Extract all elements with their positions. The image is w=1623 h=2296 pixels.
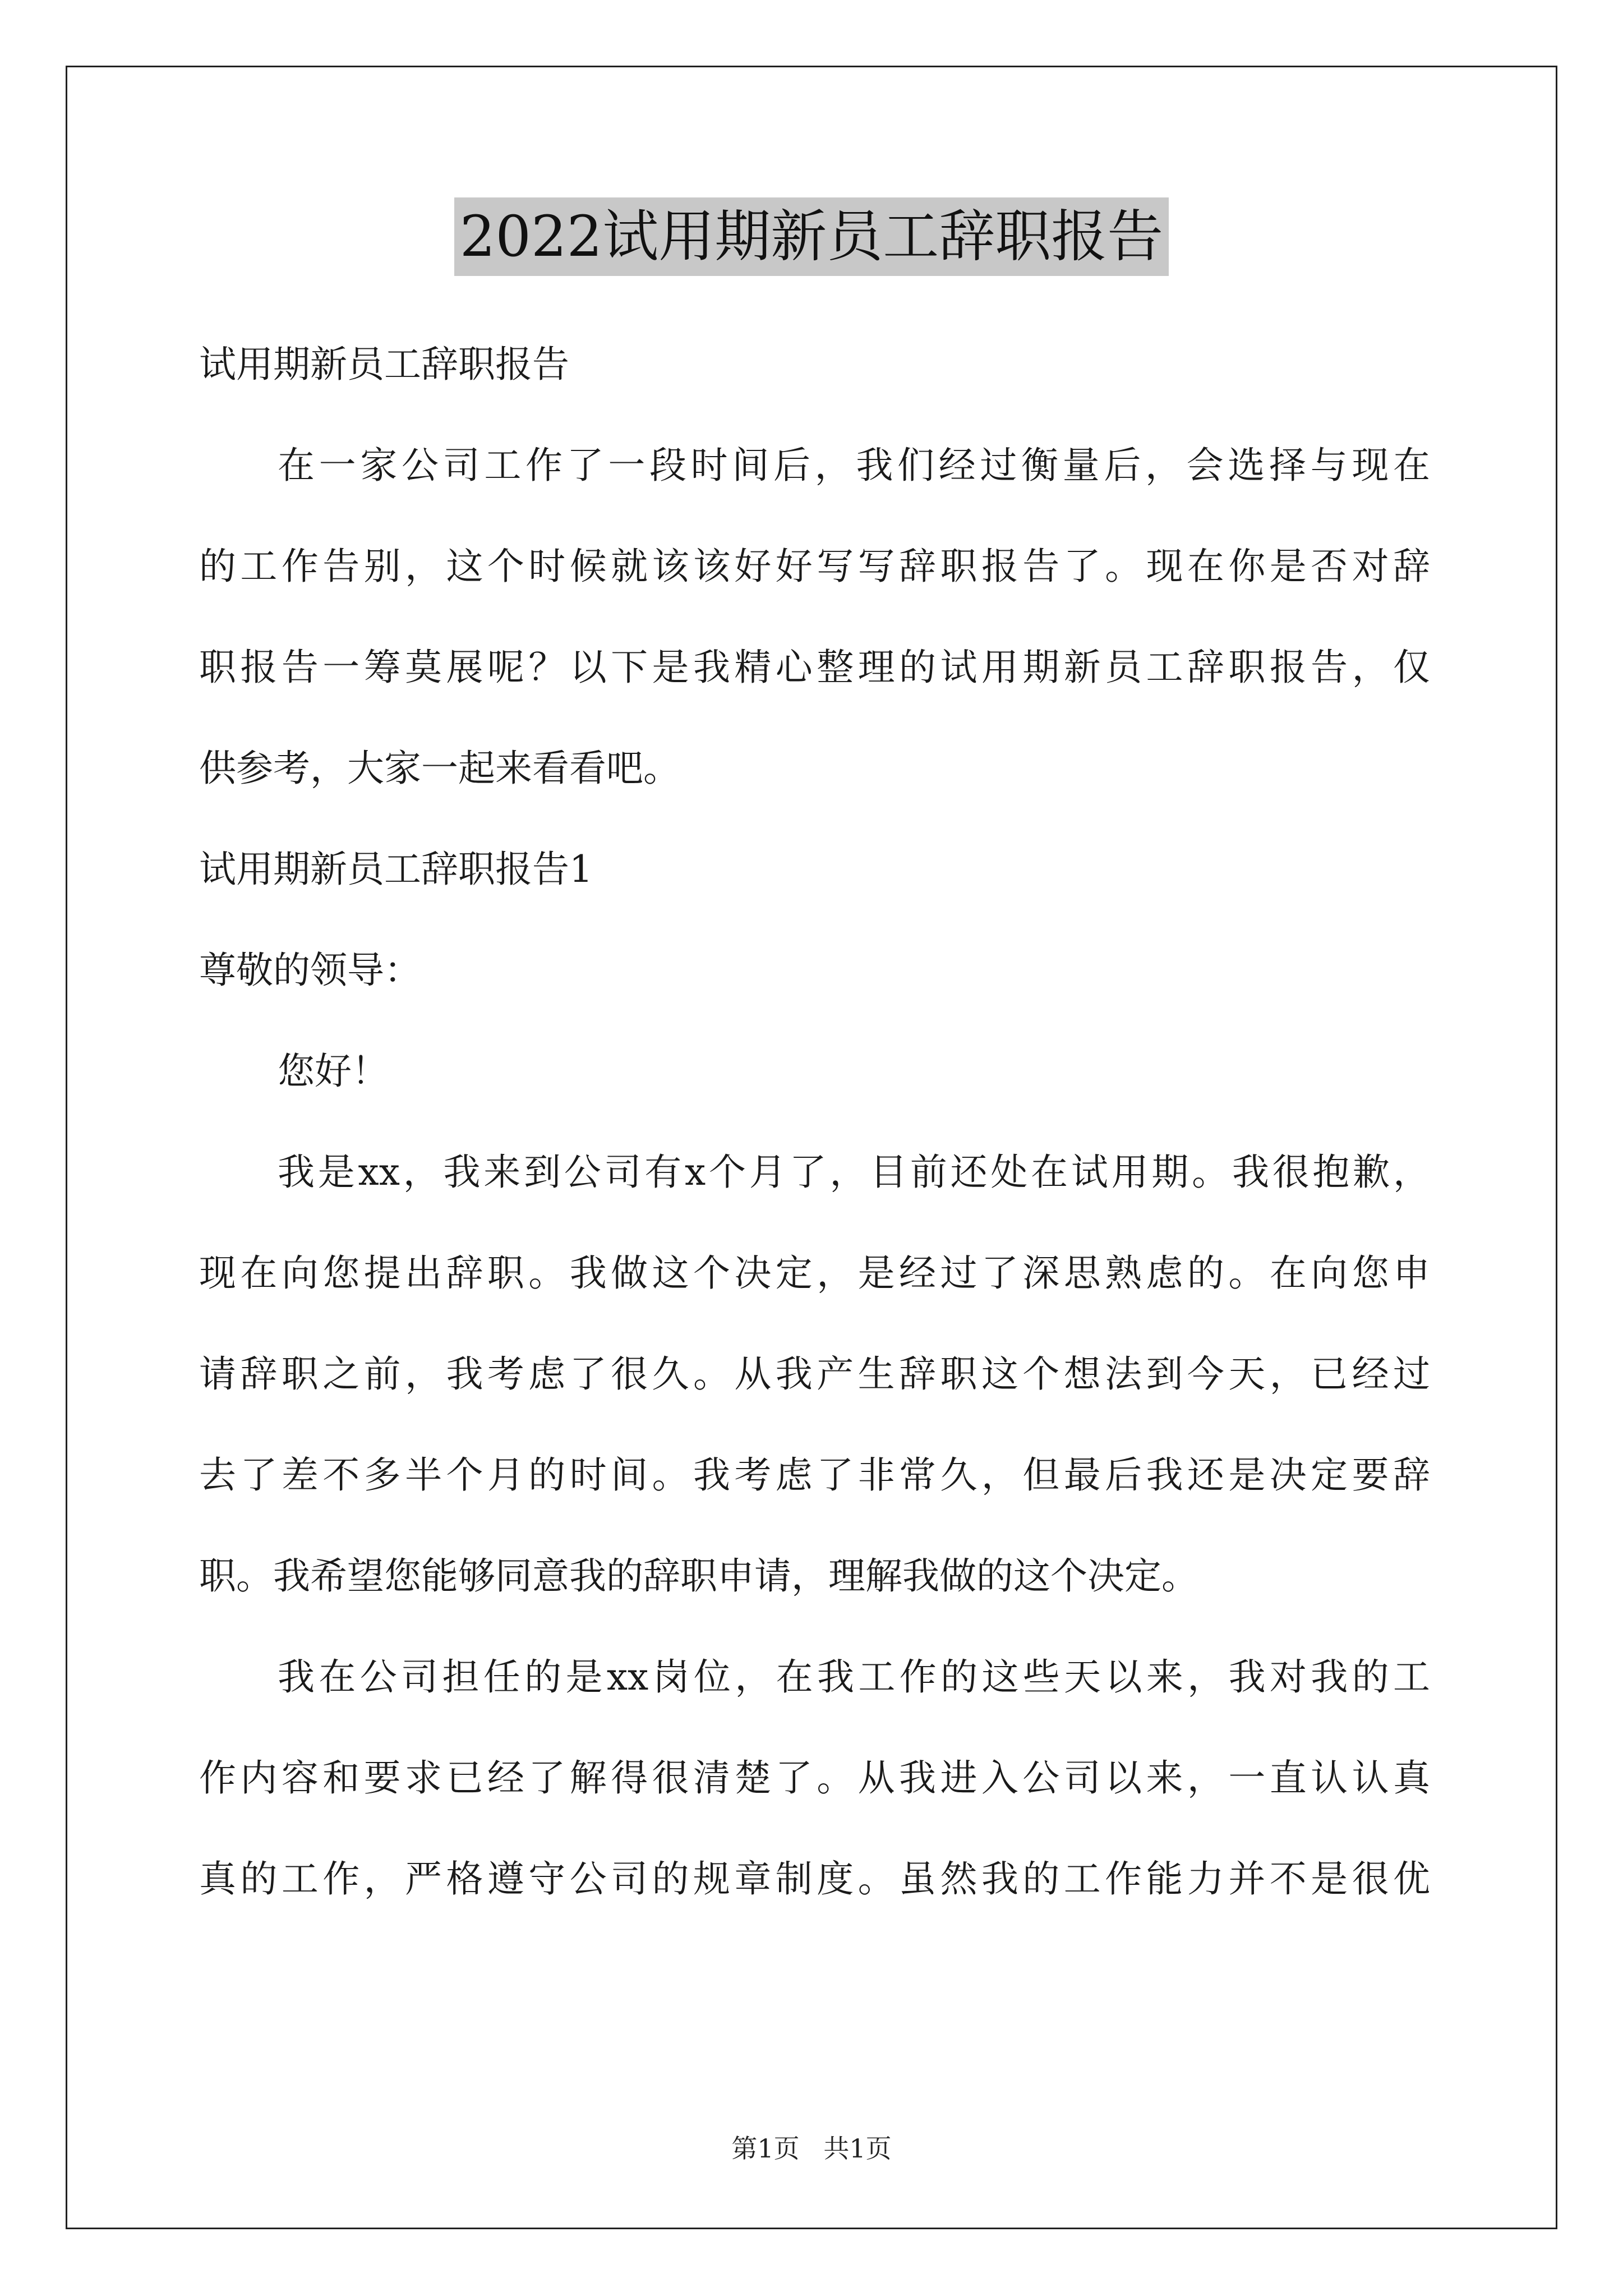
- text-line: 供参考，大家一起来看看吧。: [199, 747, 680, 790]
- text-line: 作内容和要求已经了解得很清楚了。从我进入公司以来，一直认认真: [199, 1756, 1430, 1800]
- text-line: 去了差不多半个月的时间。我考虑了非常久，但最后我还是决定要辞: [199, 1453, 1430, 1497]
- text-line: 我是xx，我来到公司有x个月了，目前还处在试用期。我很抱歉，: [278, 1151, 1430, 1194]
- text-line: 现在向您提出辞职。我做这个决定，是经过了深思熟虑的。在向您申: [199, 1251, 1430, 1295]
- text-line: 的工作告别，这个时候就该该好好写写辞职报告了。现在你是否对辞: [199, 545, 1430, 588]
- text-line: 在一家公司工作了一段时间后，我们经过衡量后，会选择与现在: [278, 444, 1430, 487]
- page-footer: [0, 2129, 1623, 2168]
- text-line: 真的工作，严格遵守公司的规章制度。虽然我的工作能力并不是很优: [199, 1857, 1430, 1901]
- text-line: 您好！: [278, 1050, 389, 1093]
- document-title: 2022试用期新员工辞职报告: [454, 197, 1169, 276]
- text-line: 试用期新员工辞职报告: [199, 343, 569, 386]
- text-line: 我在公司担任的是xx岗位，在我工作的这些天以来，我对我的工: [278, 1655, 1430, 1699]
- text-line: 请辞职之前，我考虑了很久。从我产生辞职这个想法到今天，已经过: [199, 1352, 1430, 1396]
- text-line: 职报告一筹莫展呢？以下是我精心整理的试用期新员工辞职报告，仅: [199, 646, 1430, 689]
- text-line: 试用期新员工辞职报告1: [199, 848, 593, 891]
- document-body: [199, 314, 1430, 1930]
- text-line: 职。我希望您能够同意我的辞职申请，理解我做的这个决定。: [199, 1554, 1198, 1598]
- title-container: [0, 197, 1623, 276]
- page-number-total: 共1页: [823, 2133, 892, 2164]
- page-number-current: 第1页: [731, 2133, 800, 2164]
- text-line: 尊敬的领导：: [199, 949, 421, 992]
